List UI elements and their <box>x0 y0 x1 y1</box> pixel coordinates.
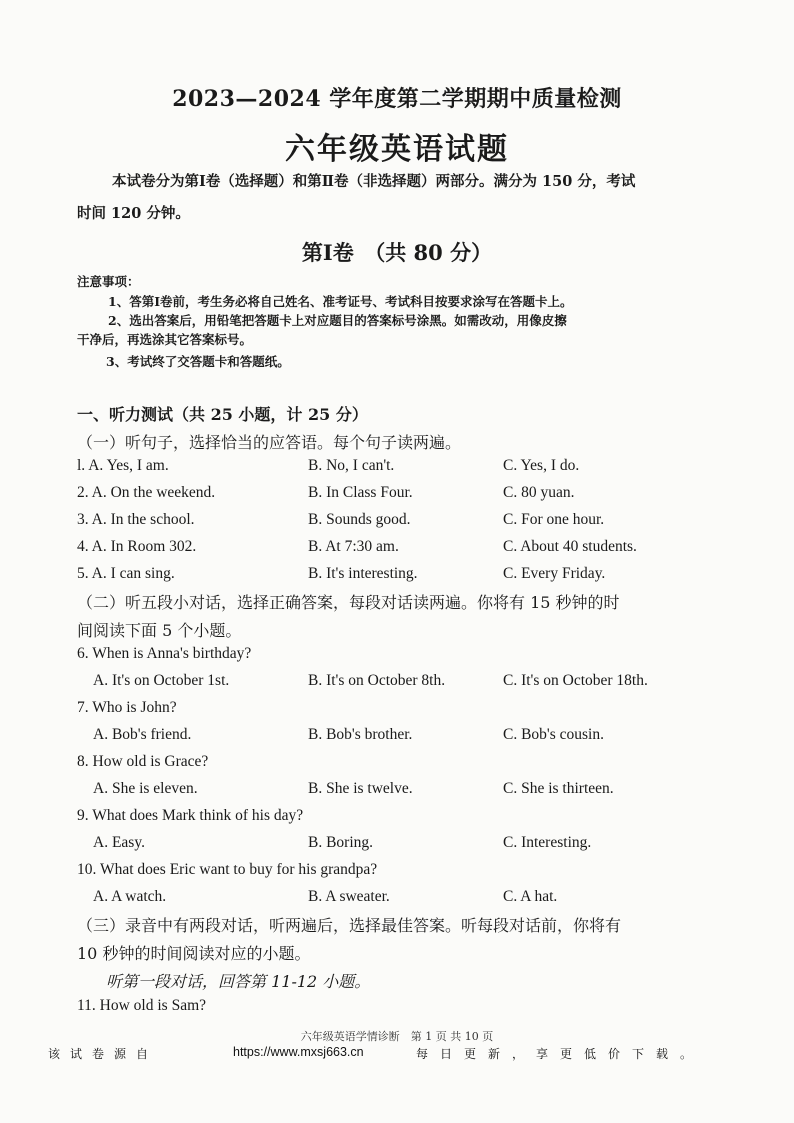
q6-option-a: A. It's on October 1st. <box>93 672 230 689</box>
q4-option-c: C. About 40 students. <box>503 538 637 555</box>
q9-stem: 9. What does Mark think of his day? <box>77 807 304 824</box>
page-number: 六年级英语学情诊断 第 1 页 共 10 页 <box>300 1030 494 1043</box>
q9-option-c: C. Interesting. <box>503 834 592 851</box>
exam-title: 2023—2024 学年度第二学期期中质量检测 <box>172 86 622 112</box>
notice-heading: 注意事项： <box>77 274 140 289</box>
part3-heading-2: 10 秒钟的时间阅读对应的小题。 <box>77 944 311 963</box>
q3-option-a: 3. A. In the school. <box>77 511 195 528</box>
q2-option-b: B. In Class Four. <box>308 484 413 501</box>
q2-option-a: 2. A. On the weekend. <box>77 484 216 501</box>
q10-stem: 10. What does Eric want to buy for his grandpa? <box>77 861 378 878</box>
q8-option-a: A. She is eleven. <box>93 780 198 797</box>
part3-instruction: 听第一段对话，回答第 11-12 小题。 <box>106 972 371 991</box>
part2-heading-1: （二）听五段小对话，选择正确答案，每段对话读两遍。你将有 15 秒钟的时 <box>77 593 620 612</box>
q2-option-c: C. 80 yuan. <box>503 484 575 501</box>
part1-heading: （一）听句子，选择恰当的应答语。每个句子读两遍。 <box>77 433 462 452</box>
notice-item-2: 2、选出答案后，用铅笔把答题卡上对应题目的答案标号涂黑。如需改动，用像皮擦 <box>108 313 567 328</box>
footer-source-text: 该试卷源自 <box>48 1047 159 1061</box>
q10-option-c: C. A hat. <box>503 888 558 905</box>
q8-option-b: B. She is twelve. <box>308 780 413 797</box>
part3-heading-1: （三）录音中有两段对话，听两遍后，选择最佳答案。听每段对话前，你将有 <box>77 916 622 935</box>
intro-line-2: 时间 120 分钟。 <box>77 205 190 222</box>
q1-option-c: C. Yes, I do. <box>503 457 580 474</box>
q11-stem: 11. How old is Sam? <box>77 997 207 1014</box>
q10-option-b: B. A sweater. <box>308 888 390 905</box>
q7-option-a: A. Bob's friend. <box>93 726 192 743</box>
q7-stem: 7. Who is John? <box>77 699 177 716</box>
q5-option-a: 5. A. I can sing. <box>77 565 175 582</box>
q7-option-b: B. Bob's brother. <box>308 726 413 743</box>
intro-line-1: 本试卷分为第Ⅰ卷（选择题）和第Ⅱ卷（非选择题）两部分。满分为 150 分，考试 <box>112 173 636 190</box>
q6-stem: 6. When is Anna's birthday? <box>77 645 252 662</box>
q9-option-b: B. Boring. <box>308 834 374 851</box>
q10-option-a: A. A watch. <box>93 888 167 905</box>
q1-option-a: l. A. Yes, I am. <box>77 457 169 474</box>
q3-option-b: B. Sounds good. <box>308 511 411 528</box>
notice-item-2-cont: 干净后，再选涂其它答案标号。 <box>77 332 253 347</box>
section-heading: 一、听力测试（共 25 小题，计 25 分） <box>77 405 368 424</box>
q6-option-c: C. It's on October 18th. <box>503 672 648 689</box>
q7-option-c: C. Bob's cousin. <box>503 726 604 743</box>
footer-url-link[interactable]: https://www.mxsj663.cn <box>233 1045 364 1059</box>
q5-option-b: B. It's interesting. <box>308 565 418 582</box>
q4-option-a: 4. A. In Room 302. <box>77 538 197 555</box>
q6-option-b: B. It's on October 8th. <box>308 672 446 689</box>
exam-subtitle: 六年级英语试题 <box>285 132 509 167</box>
q3-option-c: C. For one hour. <box>503 511 605 528</box>
notice-item-3: 3、考试终了交答题卡和答题纸。 <box>106 354 290 369</box>
part2-heading-2: 间阅读下面 5 个小题。 <box>77 621 242 640</box>
q4-option-b: B. At 7:30 am. <box>308 538 399 555</box>
q9-option-a: A. Easy. <box>93 834 145 851</box>
q8-stem: 8. How old is Grace? <box>77 753 209 770</box>
q8-option-c: C. She is thirteen. <box>503 780 614 797</box>
q1-option-b: B. No, I can't. <box>308 457 395 474</box>
volume-title: 第Ⅰ卷 （共 80 分） <box>301 240 493 265</box>
q5-option-c: C. Every Friday. <box>503 565 606 582</box>
footer-promo-text: 每日更新，享更低价下载。 <box>416 1047 705 1061</box>
notice-item-1: 1、答第Ⅰ卷前，考生务必将自己姓名、准考证号、考试科目按要求涂写在答题卡上。 <box>108 294 573 309</box>
